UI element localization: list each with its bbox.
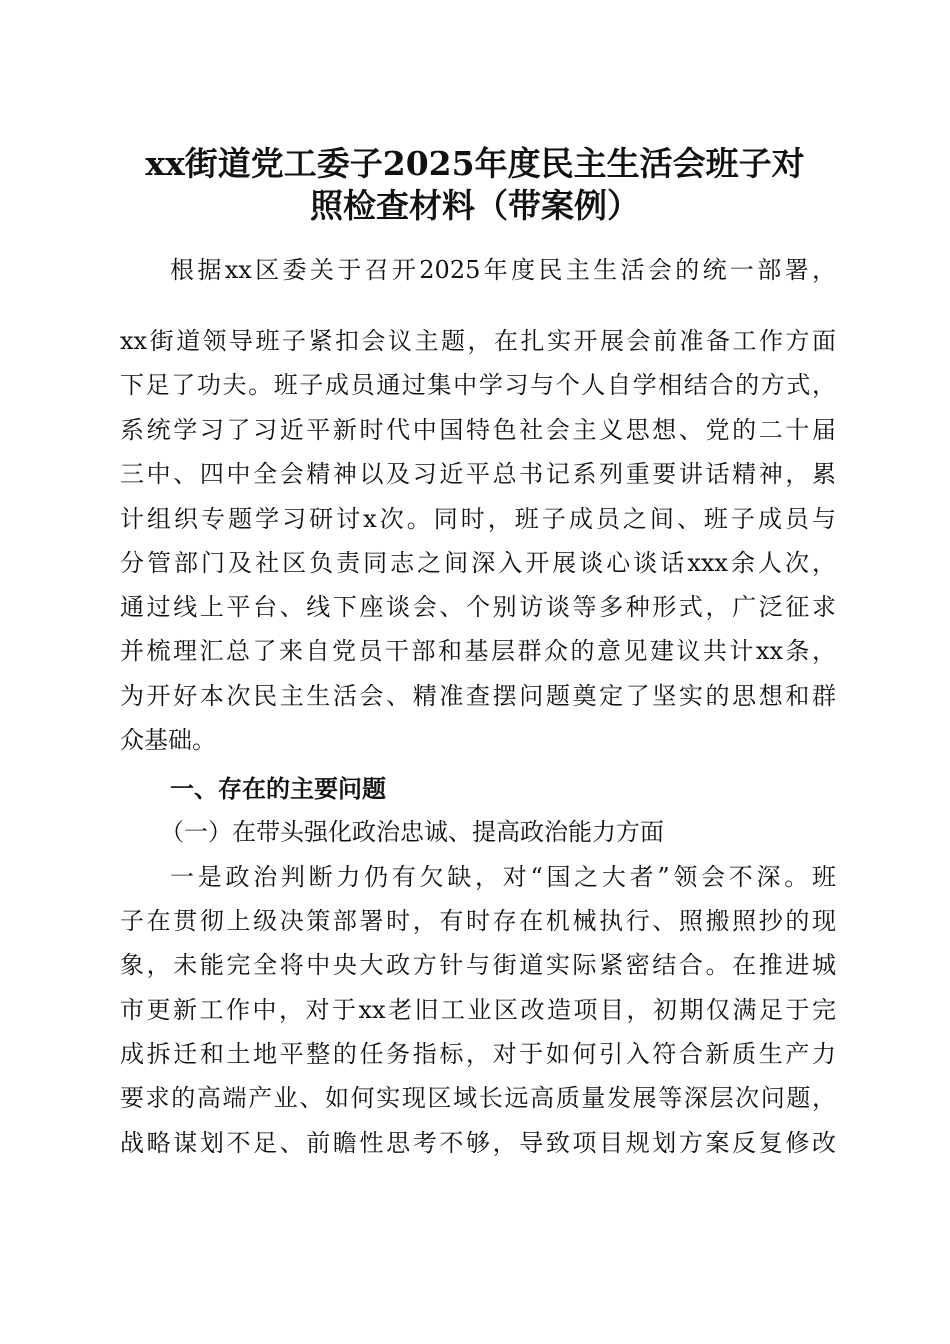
text-line: 根据xx区委关于召开2025年度民主生活会的统一部署，	[170, 256, 836, 284]
text-line: 并梳理汇总了来自党员干部和基层群众的意见建议共计xx条，	[120, 637, 836, 665]
text-line: 通过线上平台、线下座谈会、个别访谈等多种形式，广泛征求	[120, 593, 836, 621]
document-title-line-1: xx街道党工委子2025年度民主生活会班子对	[145, 144, 805, 183]
text-line: 市更新工作中，对于xx老旧工业区改造项目，初期仅满足于完	[120, 996, 836, 1024]
text-line: 一是政治判断力仍有欠缺，对“国之大者”领会不深。班	[170, 863, 836, 891]
text-line: 众基础。	[120, 726, 216, 754]
text-line: 下足了功夫。班子成员通过集中学习与个人自学相结合的方式，	[120, 371, 836, 399]
text-line: 系统学习了习近平新时代中国特色社会主义思想、党的二十届	[120, 416, 836, 444]
text-line: 为开好本次民主生活会、精准查摆问题奠定了坚实的思想和群	[120, 682, 836, 710]
document-title-line-2: 照检查材料（带案例）	[310, 186, 640, 225]
text-line: 计组织专题学习研讨x次。同时，班子成员之间、班子成员与	[120, 505, 836, 533]
text-line: 子在贯彻上级决策部署时，有时存在机械执行、照搬照抄的现	[120, 907, 836, 935]
text-line: 战略谋划不足、前瞻性思考不够，导致项目规划方案反复修改	[120, 1129, 836, 1157]
text-line: 分管部门及社区负责同志之间深入开展谈心谈话xxx余人次，	[120, 549, 836, 577]
text-line: 成拆迁和土地平整的任务指标，对于如何引入符合新质生产力	[120, 1040, 836, 1068]
subsection-heading: （一）在带头强化政治忠诚、提高政治能力方面	[160, 818, 664, 846]
text-line: 要求的高端产业、如何实现区域长远高质量发展等深层次问题，	[120, 1084, 836, 1112]
text-line: 三中、四中全会精神以及习近平总书记系列重要讲话精神，累	[120, 460, 836, 488]
section-heading: 一、存在的主要问题	[170, 775, 386, 803]
text-line: 象，未能完全将中央大政方针与街道实际紧密结合。在推进城	[120, 951, 836, 979]
text-line: xx街道领导班子紧扣会议主题，在扎实开展会前准备工作方面	[120, 327, 836, 355]
